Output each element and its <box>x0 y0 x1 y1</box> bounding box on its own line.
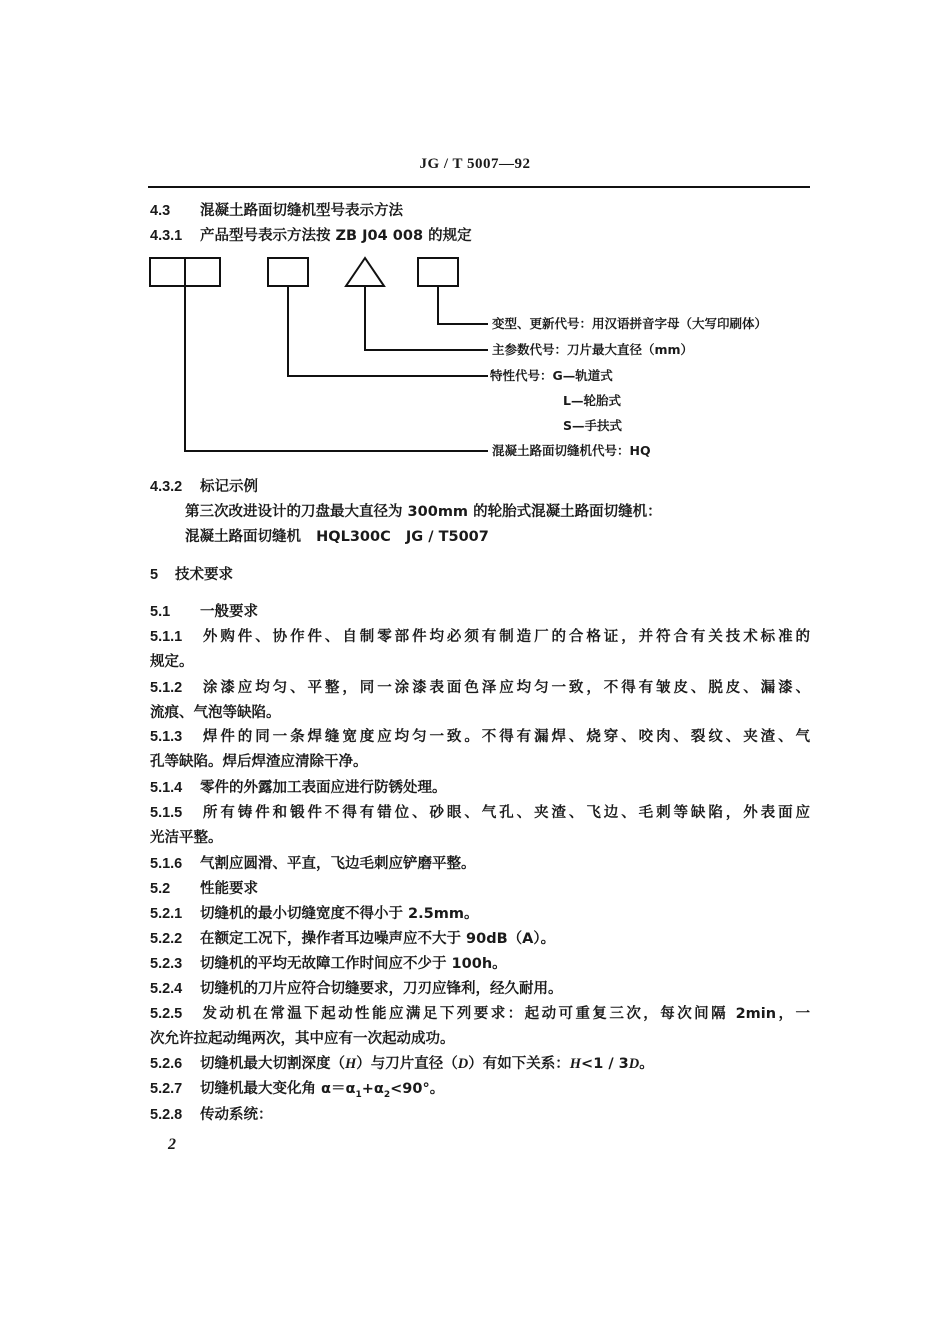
clause-5-2-7 <box>150 1080 444 1104</box>
clause-5-1-1 <box>150 628 810 646</box>
label-characteristic-l: L—轮胎式 <box>563 393 621 408</box>
clause-number: 5.1.6 <box>150 856 183 872</box>
page-header: JG / T 5007—92 <box>419 156 531 172</box>
clause-4-3-2 <box>150 478 258 496</box>
section-5-2 <box>150 880 258 898</box>
clause-number: 5.2.7 <box>150 1081 183 1097</box>
clause-text: 在额定工况下，操作者耳边噪声应不大于 90dB（A）。 <box>200 931 556 947</box>
clause-text: 切缝机的平均无故障工作时间应不少于 100h。 <box>200 956 507 972</box>
clause-text: 外购件、协作件、自制零部件均必须有制造厂的合格证，并符合有关技术标准的 <box>200 629 810 645</box>
clause-5-2-6 <box>150 1055 654 1073</box>
clause-5-2-4 <box>150 980 563 998</box>
clause-text-c: <90°。 <box>390 1081 445 1097</box>
label-product-code: 混凝土路面切缝机代号：HQ <box>492 443 651 458</box>
section-title: 性能要求 <box>200 881 258 897</box>
box-characteristic-code <box>268 258 308 286</box>
section-number: 5.1 <box>150 604 171 620</box>
clause-text: 零件的外露加工表面应进行防锈处理。 <box>200 780 447 796</box>
section-number: 4.3 <box>150 203 171 219</box>
clause-text-d: <1 / 3 <box>581 1056 629 1072</box>
clause-5-1-6 <box>150 855 476 873</box>
subscript-2: 2 <box>383 1089 391 1100</box>
clause-number: 5.1.5 <box>150 805 183 821</box>
clause-5-2-3 <box>150 955 507 973</box>
section-number: 5.2 <box>150 881 171 897</box>
clause-text: 传动系统： <box>200 1107 273 1123</box>
section-5-1 <box>150 603 258 621</box>
clause-text: 所有铸件和锻件不得有错位、砂眼、气孔、夹渣、飞边、毛刺等缺陷，外表面应 <box>200 805 810 821</box>
clause-number: 5.2.2 <box>150 931 183 947</box>
clause-5-1-5 <box>150 804 810 822</box>
clause-text-b: ）与刀片直径（ <box>356 1056 458 1072</box>
clause-text-a: 切缝机最大切割深度（ <box>200 1056 345 1072</box>
clause-text: 涂漆应均匀、平整，同一涂漆表面色泽应均匀一致，不得有皱皮、脱皮、漏漆、 <box>200 680 810 696</box>
leader-line-variant <box>438 286 488 324</box>
clause-title: 标记示例 <box>200 479 258 495</box>
section-5 <box>150 566 233 584</box>
symbol-h2: H <box>569 1056 582 1072</box>
symbol-d: D <box>457 1056 469 1072</box>
clause-5-1-2-cont: 流痕、气泡等缺陷。 <box>150 705 281 721</box>
clause-number: 5.2.8 <box>150 1107 183 1123</box>
leader-line-characteristic <box>288 286 488 376</box>
clause-text: 产品型号表示方法按 ZB J04 008 的规定 <box>200 228 472 244</box>
clause-text: 切缝机的刀片应符合切缝要求，刀刃应锋利，经久耐用。 <box>200 981 563 997</box>
section-title: 一般要求 <box>200 604 258 620</box>
clause-5-1-3-cont: 孔等缺陷。焊后焊渣应清除干净。 <box>150 754 368 770</box>
example-marking: 混凝土路面切缝机 HQL300C JG / T5007 <box>185 529 489 545</box>
clause-text: 发动机在常温下起动性能应满足下列要求：起动可重复三次，每次间隔 2min，一 <box>200 1006 810 1022</box>
clause-number: 5.2.5 <box>150 1006 183 1022</box>
symbol-h: H <box>345 1056 357 1072</box>
clause-number: 5.2.3 <box>150 956 183 972</box>
symbol-d2: D <box>628 1056 640 1072</box>
clause-number: 5.2.4 <box>150 981 183 997</box>
clause-text-c: ）有如下关系： <box>468 1056 570 1072</box>
section-number: 5 <box>150 567 159 583</box>
clause-number: 4.3.1 <box>150 228 183 244</box>
section-title: 技术要求 <box>175 567 233 583</box>
clause-5-2-1 <box>150 905 478 923</box>
clause-number: 4.3.2 <box>150 479 183 495</box>
page-number: 2 <box>168 1136 176 1153</box>
clause-number: 5.1.4 <box>150 780 183 796</box>
clause-5-2-5 <box>150 1005 810 1023</box>
section-title: 混凝土路面切缝机型号表示方法 <box>200 203 403 219</box>
clause-text-b: +α <box>361 1081 384 1097</box>
box-variant-code <box>418 258 458 286</box>
label-variant-code: 变型、更新代号：用汉语拼音字母（大写印刷体） <box>492 316 768 331</box>
clause-number: 5.1.3 <box>150 729 183 745</box>
clause-5-1-4 <box>150 779 447 797</box>
clause-text: 切缝机的最小切缝宽度不得小于 2.5mm。 <box>200 906 479 922</box>
clause-5-1-3 <box>150 728 810 746</box>
clause-number: 5.1.2 <box>150 680 183 696</box>
clause-5-2-8 <box>150 1106 273 1124</box>
clause-number: 5.2.6 <box>150 1056 183 1072</box>
example-description: 第三次改进设计的刀盘最大直径为 300mm 的轮胎式混凝土路面切缝机： <box>185 504 662 520</box>
triangle-main-parameter <box>346 258 384 286</box>
clause-5-2-5-cont: 次允许拉起动绳两次，其中应有一次起动成功。 <box>150 1031 455 1047</box>
label-characteristic-code: 特性代号：G—轨道式 <box>490 368 613 383</box>
box-product-code-2 <box>185 258 220 286</box>
clause-5-2-2 <box>150 930 555 948</box>
leader-line-product-code <box>185 286 488 451</box>
clause-5-1-5-cont: 光洁平整。 <box>150 830 223 846</box>
clause-text: 气割应圆滑、平直，飞边毛刺应铲磨平整。 <box>200 856 476 872</box>
clause-text-e: 。 <box>639 1056 654 1072</box>
leader-line-main-parameter <box>365 286 488 350</box>
clause-number: 5.1.1 <box>150 629 183 645</box>
label-main-parameter: 主参数代号：刀片最大直径（mm） <box>492 342 694 357</box>
box-product-code-1 <box>150 258 185 286</box>
model-designation-diagram <box>0 0 950 470</box>
clause-number: 5.2.1 <box>150 906 183 922</box>
clause-text-a: 切缝机最大变化角 α＝α <box>200 1081 356 1097</box>
label-characteristic-s: S—手扶式 <box>563 418 623 433</box>
subscript-1: 1 <box>355 1089 362 1100</box>
clause-5-1-2 <box>150 679 810 697</box>
clause-text: 焊件的同一条焊缝宽度应均匀一致。不得有漏焊、烧穿、咬肉、裂纹、夹渣、气 <box>200 729 810 745</box>
clause-5-1-1-cont: 规定。 <box>150 654 194 670</box>
